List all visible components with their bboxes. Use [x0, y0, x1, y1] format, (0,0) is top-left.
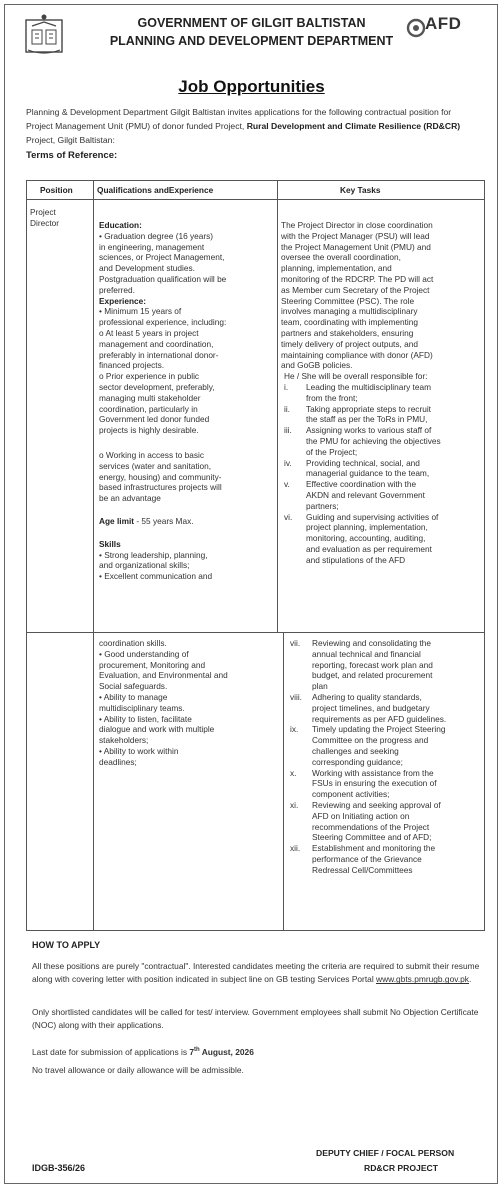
task-item [281, 458, 483, 480]
task-line: corresponding guidance; [312, 756, 403, 767]
task-item [287, 843, 483, 875]
task-line: recommendations of the Project [312, 821, 430, 832]
task-intro-line: involves managing a multidisciplinary [281, 306, 418, 317]
task-line: Providing technical, social, and [306, 457, 420, 468]
task-list-b [287, 638, 483, 876]
task-intro-line: the Project Management Unit (PMU) and [281, 241, 431, 252]
deadline-date [189, 1047, 254, 1057]
experience-line: Government led donor funded [99, 414, 210, 425]
task-line: the PMU for achieving the objectives [306, 435, 441, 446]
task-line: project timelines, and budgetary [312, 702, 430, 713]
task-line: of the Project; [306, 446, 358, 457]
skills-line: procurement, Monitoring and [99, 659, 206, 670]
deadline-suffix: th [194, 1047, 200, 1053]
task-line: Guiding and supervising activities of [306, 511, 439, 522]
task-line: Taking appropriate steps to recruit [306, 403, 431, 414]
task-intro-line: oversee the overall coordination, [281, 252, 401, 263]
task-number: xi. [290, 799, 299, 810]
task-line: performance of the Grievance [312, 853, 422, 864]
task-text [306, 382, 431, 404]
skills-line: multidisciplinary teams. [99, 702, 185, 713]
apply-text-end: . [468, 974, 472, 985]
task-list-a [281, 382, 483, 566]
task-item [287, 768, 483, 800]
age-label: Age limit [99, 515, 135, 526]
task-line: Effective coordination with the [306, 479, 417, 490]
tasks-lead: He / She will be overall responsible for: [284, 371, 428, 382]
education-line: sciences, or Project Management, [99, 252, 225, 263]
skills-line: stakeholders; [99, 735, 149, 746]
position-title [30, 207, 59, 229]
column-header-qualifications: Qualifications andExperience [97, 185, 214, 195]
task-line: requirements as per AFD guidelines. [312, 713, 447, 724]
position-line: Project [30, 207, 56, 217]
task-item [281, 382, 483, 404]
task-number: i. [284, 381, 289, 392]
task-line: FSUs in ensuring the execution of [312, 778, 437, 789]
task-line: managerial guidance to the team, [306, 468, 430, 479]
skills-line: • Ability to listen, facilitate [99, 713, 192, 724]
apply-paragraph-4: No travel allowance or daily allowance will be admissible. [32, 1065, 244, 1075]
education-line: preferred. [99, 284, 135, 295]
task-line: component activities; [312, 789, 390, 800]
experience-line: managing multi stakeholder [99, 392, 201, 403]
apply-paragraph-1 [32, 960, 487, 987]
task-item [281, 404, 483, 426]
task-number: v. [284, 479, 290, 490]
task-item [287, 724, 483, 767]
apply-paragraph-2: Only shortlisted candidates will be called for test/ interview. Government employees shall submit No Objection Certificate (NOC) along with their applications. [32, 1007, 479, 1031]
experience-line: o Working in access to basic [99, 449, 204, 460]
task-text [312, 768, 437, 800]
task-line: Reviewing and consolidating the [312, 638, 432, 648]
column-header-position: Position [40, 185, 73, 195]
task-line: Timely updating the Project Steering [312, 724, 446, 735]
task-number: x. [290, 767, 297, 778]
experience-line: sector development, preferably, [99, 381, 215, 392]
education-heading: Education: [99, 220, 142, 230]
task-line: Establishment and monitoring the [312, 843, 436, 854]
experience-line: coordination, particularly in [99, 403, 198, 414]
experience-line: be an advantage [99, 493, 161, 504]
task-intro-line: maintaining compliance with donor (AFD) [281, 349, 433, 360]
reference-number: IDGB-356/26 [32, 1163, 86, 1173]
education-line: and Development studies. [99, 263, 195, 274]
position-line: Director [30, 217, 60, 228]
task-item [281, 479, 483, 511]
experience-line: professional experience, including: [99, 317, 227, 328]
experience-line: • Minimum 15 years of [99, 306, 182, 317]
deadline-day: 7 [189, 1046, 195, 1057]
intro-text: Planning & Development Department Gilgit Baltistan invites applications for the following contractual position for Project Management Unit (PMU) of donor funded Project, [26, 107, 452, 131]
task-text [306, 479, 425, 511]
task-line: Committee on the progress and [312, 735, 429, 746]
header-government: GOVERNMENT OF GILGIT BALTISTAN [137, 16, 366, 30]
task-number: vi. [284, 511, 293, 522]
task-text [312, 843, 435, 875]
skills-line: • Ability to manage [99, 691, 168, 702]
age-limit [99, 516, 275, 527]
terms-heading: Terms of Reference: [26, 150, 118, 161]
how-to-apply-heading: HOW TO APPLY [32, 940, 101, 950]
apply-paragraph-3 [32, 1044, 487, 1059]
task-number: viii. [290, 691, 302, 702]
skills-line: • Strong leadership, planning, [99, 549, 208, 560]
task-line: budget, and related procurement [312, 670, 433, 681]
task-item [287, 692, 483, 724]
skills-line: Evaluation, and Environmental and [99, 670, 228, 681]
education-line: in engineering, management [99, 241, 205, 252]
task-intro-line: as Member cum Secretary of the Project [281, 284, 430, 295]
task-item [287, 638, 483, 692]
task-line: annual technical and financial [312, 648, 421, 659]
key-tasks-cell-continued [287, 638, 483, 876]
task-line: and stipulations of the AFD [306, 554, 406, 565]
qualifications-cell-continued [99, 638, 281, 768]
skills-line: dialogue and work with multiple [99, 724, 215, 735]
deadline-month: August, 2026 [199, 1046, 254, 1057]
task-intro-line: monitoring of the RDCRP. The PD will act [281, 273, 434, 284]
skills-line: and organizational skills; [99, 560, 190, 571]
education-line: • Graduation degree (16 years) [99, 230, 214, 241]
task-text [306, 425, 441, 457]
task-intro-line: The Project Director in close coordination [281, 220, 433, 230]
skills-line: • Good understanding of [99, 648, 189, 659]
task-line: Leading the multidisciplinary team [306, 381, 431, 392]
skills-line: • Ability to work within [99, 745, 179, 756]
age-value: - 55 years Max. [136, 515, 194, 526]
signatory-project: RD&CR PROJECT [364, 1163, 439, 1173]
task-line: plan [312, 681, 328, 692]
experience-line: financed projects. [99, 360, 165, 371]
task-text [312, 638, 433, 692]
experience-line: management and coordination, [99, 338, 214, 349]
task-text [312, 800, 441, 843]
task-number: iv. [284, 457, 292, 468]
skills-line: • Excellent communication and [99, 571, 213, 582]
task-item [287, 800, 483, 843]
task-line: Adhering to quality standards, [312, 691, 422, 702]
deadline-text: Last date for submission of applications is [32, 1046, 190, 1057]
experience-line: o Prior experience in public [99, 371, 200, 382]
apply-text: All these positions are purely "contractual". Interested candidates meeting the criteria are required to submit their resume along with covering letter with position indicated in subject line on GB testing Services Portal [32, 961, 480, 985]
experience-line: preferably in international donor- [99, 349, 219, 360]
task-item [281, 512, 483, 566]
task-intro-line: timely delivery of project outputs, and [281, 338, 418, 349]
task-number: vii. [290, 638, 301, 648]
qualifications-cell [99, 220, 275, 582]
experience-line: services (water and sanitation, [99, 460, 212, 471]
task-line: Working with assistance from the [312, 767, 434, 778]
task-intro-line: Steering Committee (PSC). The role [281, 295, 415, 306]
task-number: iii. [284, 425, 292, 436]
task-intro-line: partners and stakeholders, ensuring [281, 327, 414, 338]
task-intro-line: planning, implementation, and [281, 263, 392, 274]
task-item [281, 425, 483, 457]
experience-line: o At least 5 years in project [99, 327, 199, 338]
afd-logo-text: AFD [425, 14, 462, 33]
experience-line: based infrastructures projects will [99, 482, 222, 493]
task-line: reporting, forecast work plan and [312, 659, 433, 670]
task-line: from the front; [306, 392, 358, 403]
task-line: AFD on Initiating action on [312, 810, 410, 821]
skills-line: coordination skills. [99, 638, 167, 648]
task-line: and evaluation as per requirement [306, 543, 432, 554]
experience-line: projects is highly desirable. [99, 425, 199, 436]
column-header-key-tasks: Key Tasks [340, 185, 381, 195]
task-line: Reviewing and seeking approval of [312, 799, 441, 810]
task-intro-line: team, coordinating with implementing [281, 317, 418, 328]
project-name: Rural Development and Climate Resilience (RD&CR) [246, 120, 461, 131]
experience-heading: Experience: [99, 295, 147, 306]
task-line: monitoring, accounting, auditing, [306, 533, 426, 544]
task-text [306, 458, 429, 480]
task-number: xii. [290, 843, 301, 854]
skills-line: Social safeguards. [99, 681, 168, 692]
signatory-title: DEPUTY CHIEF / FOCAL PERSON [316, 1148, 455, 1158]
portal-link[interactable]: www.gbts.pmrugb.gov.pk [376, 974, 469, 985]
task-line: AKDN and relevant Government [306, 489, 425, 500]
task-line: the staff as per the ToRs in PMU, [306, 414, 428, 425]
task-text [312, 724, 445, 767]
header-department: PLANNING AND DEVELOPMENT DEPARTMENT [109, 34, 394, 48]
task-intro-line: with the Project Manager (PSU) will lead [281, 230, 430, 241]
task-intro-line: and GoGB policies. [281, 360, 353, 371]
task-line: partners; [306, 500, 339, 511]
task-number: ii. [284, 403, 290, 414]
intro-paragraph [26, 106, 480, 147]
key-tasks-cell [281, 220, 483, 566]
skills-heading: Skills [99, 538, 121, 549]
task-text [306, 512, 438, 566]
intro-text-end: Project, Gilgit Baltistan: [26, 134, 115, 145]
task-line: Redressal Cell/Committees [312, 864, 413, 875]
task-text [306, 404, 431, 426]
task-number: ix. [290, 724, 299, 735]
education-line: Postgraduation qualification will be [99, 273, 227, 284]
skills-line: deadlines; [99, 756, 137, 767]
task-line: Steering Committee and of AFD; [312, 832, 432, 843]
task-line: Assigning works to various staff of [306, 425, 432, 436]
experience-line: energy, housing) and community- [99, 471, 222, 482]
task-line: challenges and seeking [312, 745, 399, 756]
task-line: project planning, implementation, [306, 522, 428, 533]
page-title: Job Opportunities [178, 77, 325, 96]
task-text [312, 692, 446, 724]
